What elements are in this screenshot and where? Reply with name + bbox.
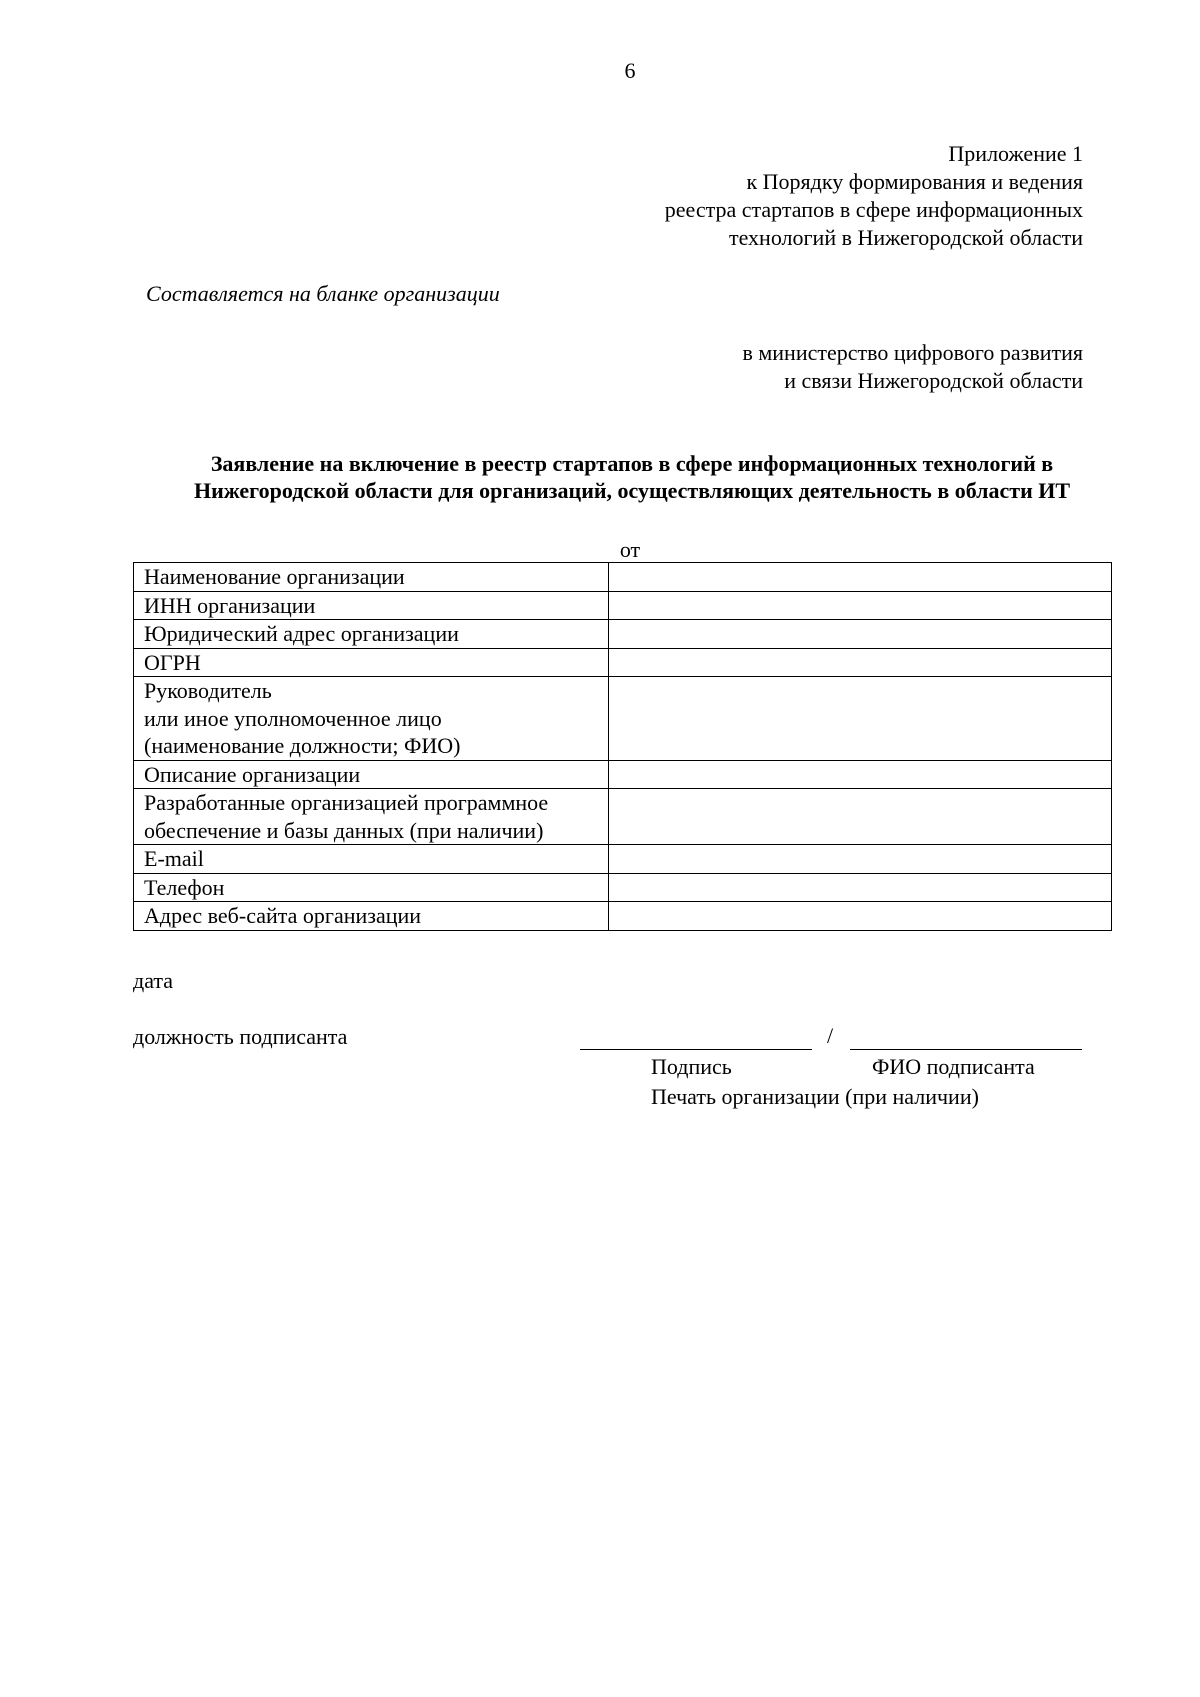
appendix-line: к Порядку формирования и ведения (746, 169, 1083, 194)
form-row-value-cell[interactable] (609, 648, 1112, 677)
signature-separator: / (827, 1023, 834, 1048)
form-row (134, 591, 1112, 620)
form-row (134, 648, 1112, 677)
from-label: от (619, 537, 641, 562)
seal-caption: Печать организации (при наличии) (651, 1084, 979, 1109)
appendix-header (665, 140, 1083, 252)
form-row-value-cell[interactable] (609, 591, 1112, 620)
appendix-line: реестра стартапов в сфере информационных (664, 197, 1083, 222)
form-row-value-cell[interactable] (609, 760, 1112, 789)
form-row (134, 620, 1112, 649)
signature-line[interactable] (580, 1049, 812, 1050)
form-row-label: Описание организации (134, 760, 609, 789)
form-row-label: Телефон (134, 873, 609, 902)
form-row-label: ИНН организации (134, 591, 609, 620)
form-row-label: ОГРН (134, 648, 609, 677)
form-row-value-cell[interactable] (609, 563, 1112, 592)
form-row-value-cell[interactable] (609, 620, 1112, 649)
signature-caption: Подпись (651, 1054, 732, 1079)
date-label: дата (133, 968, 174, 993)
form-row (134, 789, 1112, 845)
form-row (134, 845, 1112, 874)
form-row-value-cell[interactable] (609, 677, 1112, 761)
form-row (134, 902, 1112, 931)
form-row-value-cell[interactable] (609, 845, 1112, 874)
title-line: Заявление на включение в реестр стартапов в сфере информационных технологий в (210, 451, 1054, 476)
application-form-table (133, 562, 1112, 931)
form-row-label: E-mail (134, 845, 609, 874)
signer-name-line[interactable] (850, 1049, 1082, 1050)
letterhead-note: Составляется на бланке организации (146, 281, 500, 306)
addressee-line: и связи Нижегородской области (784, 368, 1083, 393)
form-row (134, 873, 1112, 902)
document-title (140, 450, 1124, 504)
form-row-value-cell[interactable] (609, 873, 1112, 902)
form-row (134, 563, 1112, 592)
form-row-label: Руководитель или иное уполномоченное лицо (наименование должности; ФИО) (134, 677, 609, 761)
form-row-label: Наименование организации (134, 563, 609, 592)
form-row-value-cell[interactable] (609, 789, 1112, 845)
form-row-value-cell[interactable] (609, 902, 1112, 931)
form-row-label: Адрес веб-сайта организации (134, 902, 609, 931)
form-row (134, 677, 1112, 761)
appendix-line: Приложение 1 (948, 141, 1083, 166)
addressee-line: в министерство цифрового развития (742, 340, 1083, 365)
page-number: 6 (624, 58, 636, 83)
title-line: Нижегородской области для организаций, осуществляющих деятельность в области ИТ (193, 478, 1071, 503)
appendix-line: технологий в Нижегородской области (728, 225, 1083, 250)
form-row-label: Разработанные организацией программное обеспечение и базы данных (при наличии) (134, 789, 609, 845)
form-row (134, 760, 1112, 789)
signer-name-caption: ФИО подписанта (872, 1054, 1035, 1079)
form-row-label: Юридический адрес организации (134, 620, 609, 649)
signer-position-label: должность подписанта (133, 1024, 348, 1049)
addressee (742, 339, 1083, 395)
